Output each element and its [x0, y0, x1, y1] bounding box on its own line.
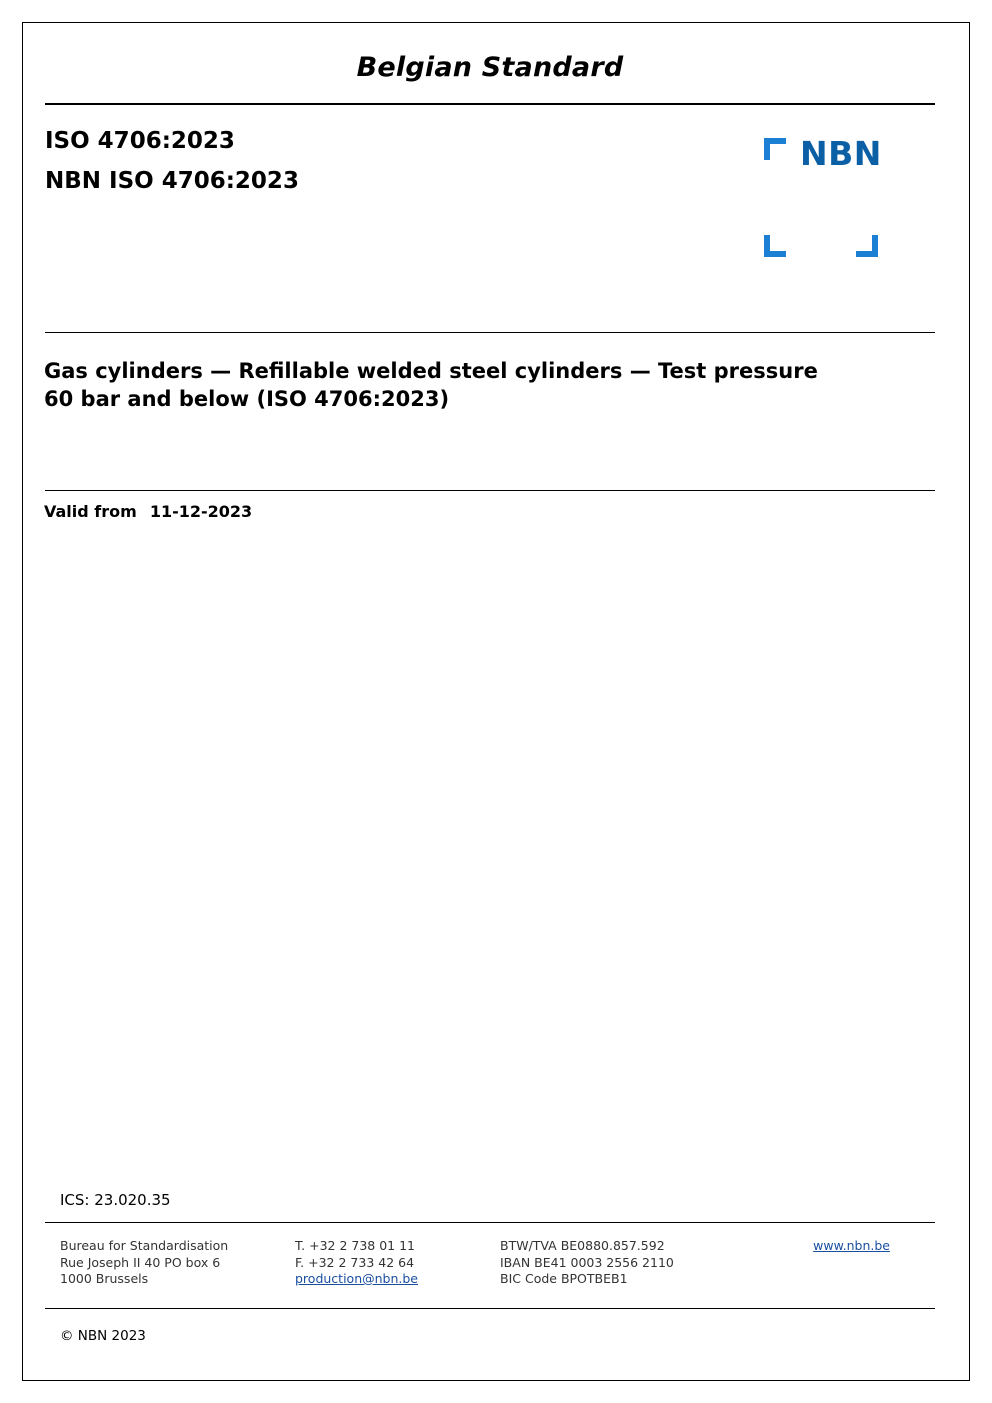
footer-address	[60, 1238, 295, 1288]
logo-corner-top-left-icon	[764, 138, 786, 160]
page-header-title: Belgian Standard	[356, 52, 624, 83]
footer-divider	[45, 1308, 935, 1309]
footer-email-link[interactable]: production@nbn.be	[295, 1271, 418, 1286]
footer-website	[760, 1238, 940, 1288]
valid-from	[44, 502, 252, 521]
footer-phone: T. +32 2 738 01 11	[295, 1238, 415, 1253]
footer-vat: BTW/TVA BE0880.857.592	[500, 1238, 665, 1253]
logo-corner-bottom-right-icon	[856, 235, 878, 257]
footer-address-line-1: Bureau for Standardisation	[60, 1238, 229, 1253]
footer-fax: F. +32 2 733 42 64	[295, 1254, 415, 1270]
header-divider	[45, 103, 935, 105]
standard-reference-block	[45, 130, 565, 210]
standard-reference-iso: ISO 4706:2023	[45, 128, 235, 154]
valid-from-label: Valid from	[44, 502, 137, 521]
footer-address-line-2: Rue Joseph II 40 PO box 6	[60, 1254, 221, 1270]
footer-address-line-3: 1000 Brussels	[60, 1271, 149, 1286]
footer-iban: IBAN BE41 0003 2556 2110	[500, 1254, 674, 1270]
title-divider	[45, 490, 935, 491]
logo-corner-bottom-left-icon	[764, 235, 786, 257]
ics-code: ICS: 23.020.35	[60, 1191, 171, 1209]
nbn-logo	[752, 128, 902, 273]
copyright-notice: © NBN 2023	[60, 1328, 146, 1344]
footer-financial	[500, 1238, 760, 1288]
footer-contact	[295, 1238, 500, 1288]
document-title: Gas cylinders — Refillable welded steel cylinders — Test pressure 60 bar and below (ISO 4706:2023)	[44, 359, 818, 411]
footer-block	[60, 1238, 940, 1288]
logo-wordmark: NBN	[800, 134, 882, 173]
footer-website-link[interactable]: www.nbn.be	[813, 1238, 890, 1253]
standard-reference-nbn: NBN ISO 4706:2023	[45, 168, 299, 194]
valid-from-date: 11-12-2023	[149, 502, 253, 521]
footer-bic: BIC Code BPOTBEB1	[500, 1271, 628, 1286]
ics-divider	[45, 1222, 935, 1223]
reference-divider	[45, 332, 935, 333]
